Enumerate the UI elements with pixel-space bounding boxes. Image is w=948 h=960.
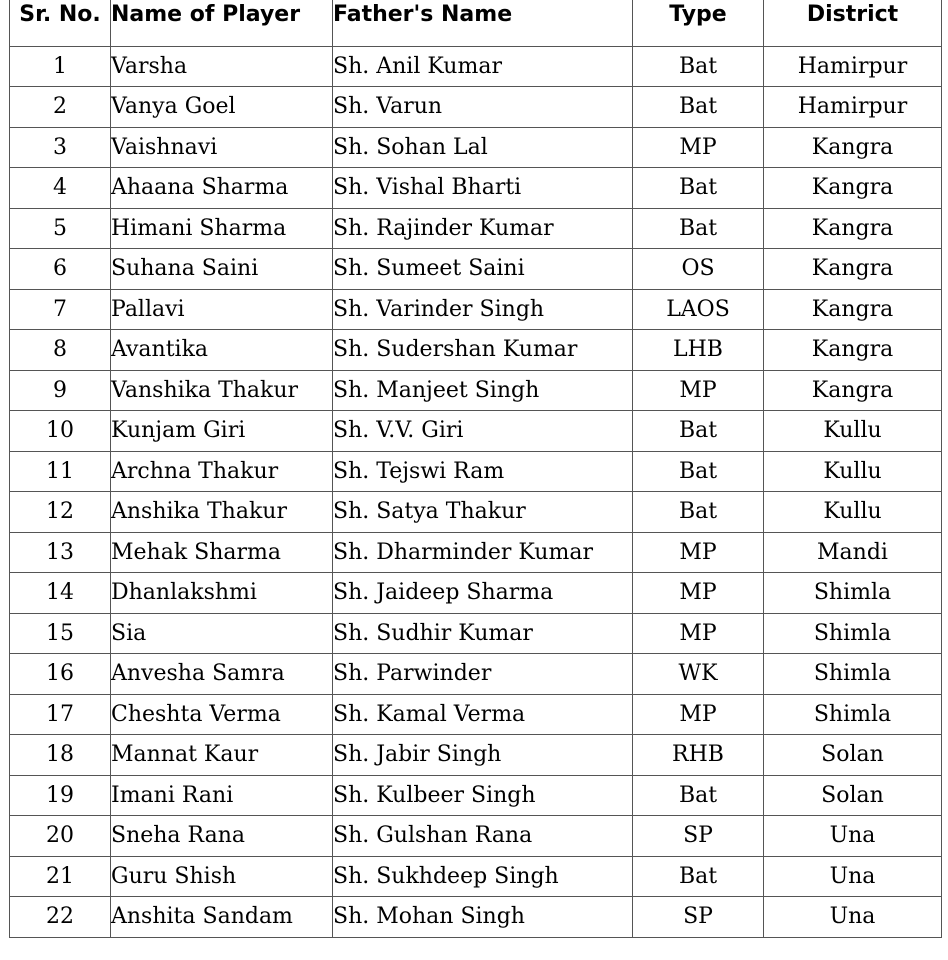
- header-father-name: Father's Name: [333, 0, 633, 46]
- cell-district: Kullu: [764, 411, 942, 452]
- cell-sr-no: 18: [10, 735, 111, 776]
- cell-player-name: Dhanlakshmi: [111, 573, 333, 614]
- cell-type: SP: [633, 816, 764, 857]
- cell-sr-no: 22: [10, 897, 111, 938]
- cell-district: Shimla: [764, 613, 942, 654]
- cell-type: Bat: [633, 451, 764, 492]
- cell-player-name: Guru Shish: [111, 856, 333, 897]
- cell-father-name: Sh. Rajinder Kumar: [333, 208, 633, 249]
- cell-player-name: Anshita Sandam: [111, 897, 333, 938]
- table-row: [10, 411, 942, 452]
- cell-type: Bat: [633, 87, 764, 128]
- table-row: [10, 451, 942, 492]
- cell-player-name: Vaishnavi: [111, 127, 333, 168]
- cell-father-name: Sh. Kamal Verma: [333, 694, 633, 735]
- header-player-name: Name of Player: [111, 0, 333, 46]
- cell-district: Kullu: [764, 451, 942, 492]
- cell-player-name: Mannat Kaur: [111, 735, 333, 776]
- cell-father-name: Sh. Mohan Singh: [333, 897, 633, 938]
- cell-district: Kangra: [764, 370, 942, 411]
- cell-district: Kangra: [764, 208, 942, 249]
- cell-player-name: Imani Rani: [111, 775, 333, 816]
- cell-district: Kangra: [764, 330, 942, 371]
- cell-father-name: Sh. Sukhdeep Singh: [333, 856, 633, 897]
- cell-district: Shimla: [764, 654, 942, 695]
- cell-district: Hamirpur: [764, 87, 942, 128]
- cell-sr-no: 17: [10, 694, 111, 735]
- cell-father-name: Sh. Satya Thakur: [333, 492, 633, 533]
- cell-father-name: Sh. Varun: [333, 87, 633, 128]
- table-row: [10, 654, 942, 695]
- cell-district: Kangra: [764, 168, 942, 209]
- cell-sr-no: 20: [10, 816, 111, 857]
- cell-sr-no: 15: [10, 613, 111, 654]
- cell-father-name: Sh. Kulbeer Singh: [333, 775, 633, 816]
- cell-father-name: Sh. Parwinder: [333, 654, 633, 695]
- cell-sr-no: 11: [10, 451, 111, 492]
- cell-sr-no: 9: [10, 370, 111, 411]
- cell-father-name: Sh. Varinder Singh: [333, 289, 633, 330]
- cell-district: Kangra: [764, 289, 942, 330]
- cell-district: Kullu: [764, 492, 942, 533]
- cell-type: MP: [633, 370, 764, 411]
- table-row: [10, 208, 942, 249]
- cell-father-name: Sh. Jaideep Sharma: [333, 573, 633, 614]
- table-row: [10, 775, 942, 816]
- cell-sr-no: 5: [10, 208, 111, 249]
- cell-sr-no: 2: [10, 87, 111, 128]
- header-row: [10, 0, 942, 46]
- cell-sr-no: 19: [10, 775, 111, 816]
- cell-type: SP: [633, 897, 764, 938]
- cell-player-name: Anvesha Samra: [111, 654, 333, 695]
- table-row: [10, 492, 942, 533]
- cell-type: Bat: [633, 208, 764, 249]
- players-table: [9, 0, 942, 938]
- table-row: [10, 168, 942, 209]
- cell-father-name: Sh. Vishal Bharti: [333, 168, 633, 209]
- table-row: [10, 289, 942, 330]
- table-row: [10, 370, 942, 411]
- cell-father-name: Sh. Jabir Singh: [333, 735, 633, 776]
- cell-sr-no: 21: [10, 856, 111, 897]
- cell-district: Una: [764, 897, 942, 938]
- table-row: [10, 816, 942, 857]
- table-row: [10, 613, 942, 654]
- cell-type: Bat: [633, 168, 764, 209]
- table-row: [10, 735, 942, 776]
- table-row: [10, 87, 942, 128]
- header-district: District: [764, 0, 942, 46]
- cell-district: Una: [764, 816, 942, 857]
- header-sr-no: Sr. No.: [10, 0, 111, 46]
- cell-type: MP: [633, 532, 764, 573]
- cell-sr-no: 3: [10, 127, 111, 168]
- cell-district: Hamirpur: [764, 46, 942, 87]
- cell-father-name: Sh. Sudershan Kumar: [333, 330, 633, 371]
- table-header: [10, 0, 942, 46]
- cell-sr-no: 16: [10, 654, 111, 695]
- cell-district: Shimla: [764, 694, 942, 735]
- cell-player-name: Vanshika Thakur: [111, 370, 333, 411]
- table-row: [10, 573, 942, 614]
- table-row: [10, 127, 942, 168]
- cell-type: Bat: [633, 856, 764, 897]
- cell-father-name: Sh. Gulshan Rana: [333, 816, 633, 857]
- cell-player-name: Sia: [111, 613, 333, 654]
- table-row: [10, 694, 942, 735]
- cell-player-name: Anshika Thakur: [111, 492, 333, 533]
- cell-district: Una: [764, 856, 942, 897]
- cell-district: Kangra: [764, 127, 942, 168]
- cell-district: Shimla: [764, 573, 942, 614]
- cell-father-name: Sh. Manjeet Singh: [333, 370, 633, 411]
- cell-sr-no: 6: [10, 249, 111, 290]
- cell-sr-no: 4: [10, 168, 111, 209]
- table-row: [10, 46, 942, 87]
- cell-type: MP: [633, 613, 764, 654]
- cell-district: Kangra: [764, 249, 942, 290]
- cell-father-name: Sh. Sohan Lal: [333, 127, 633, 168]
- table-row: [10, 856, 942, 897]
- cell-type: MP: [633, 694, 764, 735]
- cell-player-name: Vanya Goel: [111, 87, 333, 128]
- cell-father-name: Sh. Sumeet Saini: [333, 249, 633, 290]
- cell-player-name: Sneha Rana: [111, 816, 333, 857]
- cell-type: OS: [633, 249, 764, 290]
- cell-player-name: Archna Thakur: [111, 451, 333, 492]
- cell-player-name: Cheshta Verma: [111, 694, 333, 735]
- table-body: [10, 46, 942, 937]
- cell-sr-no: 14: [10, 573, 111, 614]
- cell-player-name: Himani Sharma: [111, 208, 333, 249]
- cell-father-name: Sh. V.V. Giri: [333, 411, 633, 452]
- cell-type: RHB: [633, 735, 764, 776]
- cell-type: Bat: [633, 775, 764, 816]
- cell-player-name: Mehak Sharma: [111, 532, 333, 573]
- cell-type: MP: [633, 127, 764, 168]
- table-row: [10, 330, 942, 371]
- table-row: [10, 532, 942, 573]
- cell-type: WK: [633, 654, 764, 695]
- header-type: Type: [633, 0, 764, 46]
- cell-district: Solan: [764, 775, 942, 816]
- table-row: [10, 249, 942, 290]
- cell-player-name: Pallavi: [111, 289, 333, 330]
- cell-player-name: Ahaana Sharma: [111, 168, 333, 209]
- cell-father-name: Sh. Tejswi Ram: [333, 451, 633, 492]
- cell-sr-no: 1: [10, 46, 111, 87]
- cell-type: LAOS: [633, 289, 764, 330]
- cell-player-name: Avantika: [111, 330, 333, 371]
- cell-sr-no: 12: [10, 492, 111, 533]
- cell-type: Bat: [633, 411, 764, 452]
- cell-father-name: Sh. Dharminder Kumar: [333, 532, 633, 573]
- cell-sr-no: 10: [10, 411, 111, 452]
- cell-father-name: Sh. Anil Kumar: [333, 46, 633, 87]
- cell-type: LHB: [633, 330, 764, 371]
- cell-father-name: Sh. Sudhir Kumar: [333, 613, 633, 654]
- cell-district: Solan: [764, 735, 942, 776]
- cell-sr-no: 7: [10, 289, 111, 330]
- table-row: [10, 897, 942, 938]
- cell-sr-no: 8: [10, 330, 111, 371]
- cell-type: Bat: [633, 492, 764, 533]
- cell-player-name: Varsha: [111, 46, 333, 87]
- cell-district: Mandi: [764, 532, 942, 573]
- cell-type: Bat: [633, 46, 764, 87]
- cell-sr-no: 13: [10, 532, 111, 573]
- cell-player-name: Kunjam Giri: [111, 411, 333, 452]
- cell-type: MP: [633, 573, 764, 614]
- cell-player-name: Suhana Saini: [111, 249, 333, 290]
